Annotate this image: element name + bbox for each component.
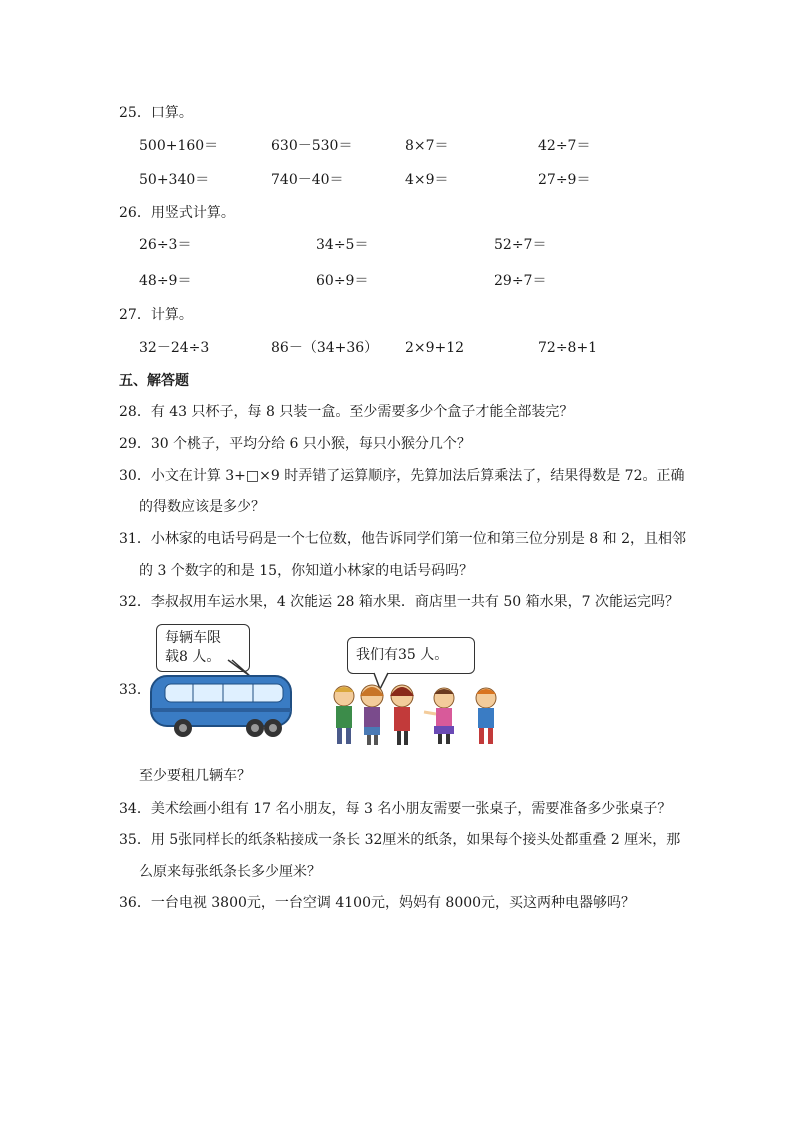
q30-text-cont: 的得数应该是多少？ bbox=[139, 499, 265, 515]
kids-speech-bubble: 我们有35 人。 bbox=[347, 637, 475, 674]
q27-item: 32－24÷3 bbox=[139, 340, 210, 356]
q31-text-cont: 的 3 个数字的和是 15，你知道小林家的电话号码吗？ bbox=[139, 563, 474, 579]
q26-item: 60÷9＝ bbox=[316, 273, 369, 289]
q26-item: 48÷9＝ bbox=[139, 273, 192, 289]
q31-text: 31．小林家的电话号码是一个七位数，他告诉同学们第一位和第三位分别是 8 和 2，且相邻 bbox=[119, 531, 686, 547]
bus-illustration bbox=[147, 672, 295, 740]
q29-text: 29．30 个桃子，平均分给 6 只小猴，每只小猴分几个？ bbox=[119, 436, 471, 452]
q26-item: 52÷7＝ bbox=[494, 237, 547, 253]
q36-text: 36．一台电视 3800元，一台空调 4100元，妈妈有 8000元，买这两种电器够吗？ bbox=[119, 895, 636, 911]
bus-bubble-line1: 每辆车限 bbox=[165, 630, 221, 646]
q34-text: 34．美术绘画小组有 17 名小朋友，每 3 名小朋友需要一张桌子，需要准备多少张桌子？ bbox=[119, 801, 672, 817]
q25-item: 27÷9＝ bbox=[538, 172, 591, 188]
q26-title: 26．用竖式计算。 bbox=[119, 205, 235, 221]
q30-text: 30．小文在计算 3+□×9 时弄错了运算顺序，先算加法后算乘法了，结果得数是 72。正确 bbox=[119, 468, 685, 484]
q28-text: 28．有 43 只杯子，每 8 只装一盒。至少需要多少个盒子才能全部装完？ bbox=[119, 404, 574, 420]
q35-text: 35．用 5张同样长的纸条粘接成一条长 32厘米的纸条，如果每个接头处都重叠 2 厘米，那 bbox=[119, 832, 681, 848]
bus-bubble-line2: 载8 人。 bbox=[165, 649, 221, 665]
q27-item: 86－（34+36） bbox=[271, 340, 379, 356]
q25-item: 630－530＝ bbox=[271, 138, 353, 154]
q27-item: 2×9+12 bbox=[405, 340, 465, 356]
q25-item: 8×7＝ bbox=[405, 138, 449, 154]
q25-item: 740－40＝ bbox=[271, 172, 344, 188]
q26-item: 29÷7＝ bbox=[494, 273, 547, 289]
q32-text: 32．李叔叔用车运水果，4 次能运 28 箱水果．商店里一共有 50 箱水果，7 次能运完吗？ bbox=[119, 594, 679, 610]
q26-item: 34÷5＝ bbox=[316, 237, 369, 253]
q26-item: 26÷3＝ bbox=[139, 237, 192, 253]
q33-number: 33． bbox=[119, 682, 151, 698]
q25-item: 42÷7＝ bbox=[538, 138, 591, 154]
children-illustration bbox=[328, 682, 508, 752]
section-heading: 五、解答题 bbox=[119, 373, 189, 389]
q35-text-cont: 么原来每张纸条长多少厘米？ bbox=[139, 864, 321, 880]
q25-item: 50+340＝ bbox=[139, 172, 210, 188]
q27-item: 72÷8+1 bbox=[538, 340, 598, 356]
q25-title: 25．口算。 bbox=[119, 105, 193, 121]
q25-item: 500+160＝ bbox=[139, 138, 219, 154]
q25-item: 4×9＝ bbox=[405, 172, 449, 188]
q33-question: 至少要租几辆车？ bbox=[139, 768, 251, 784]
q27-title: 27．计算。 bbox=[119, 307, 193, 323]
